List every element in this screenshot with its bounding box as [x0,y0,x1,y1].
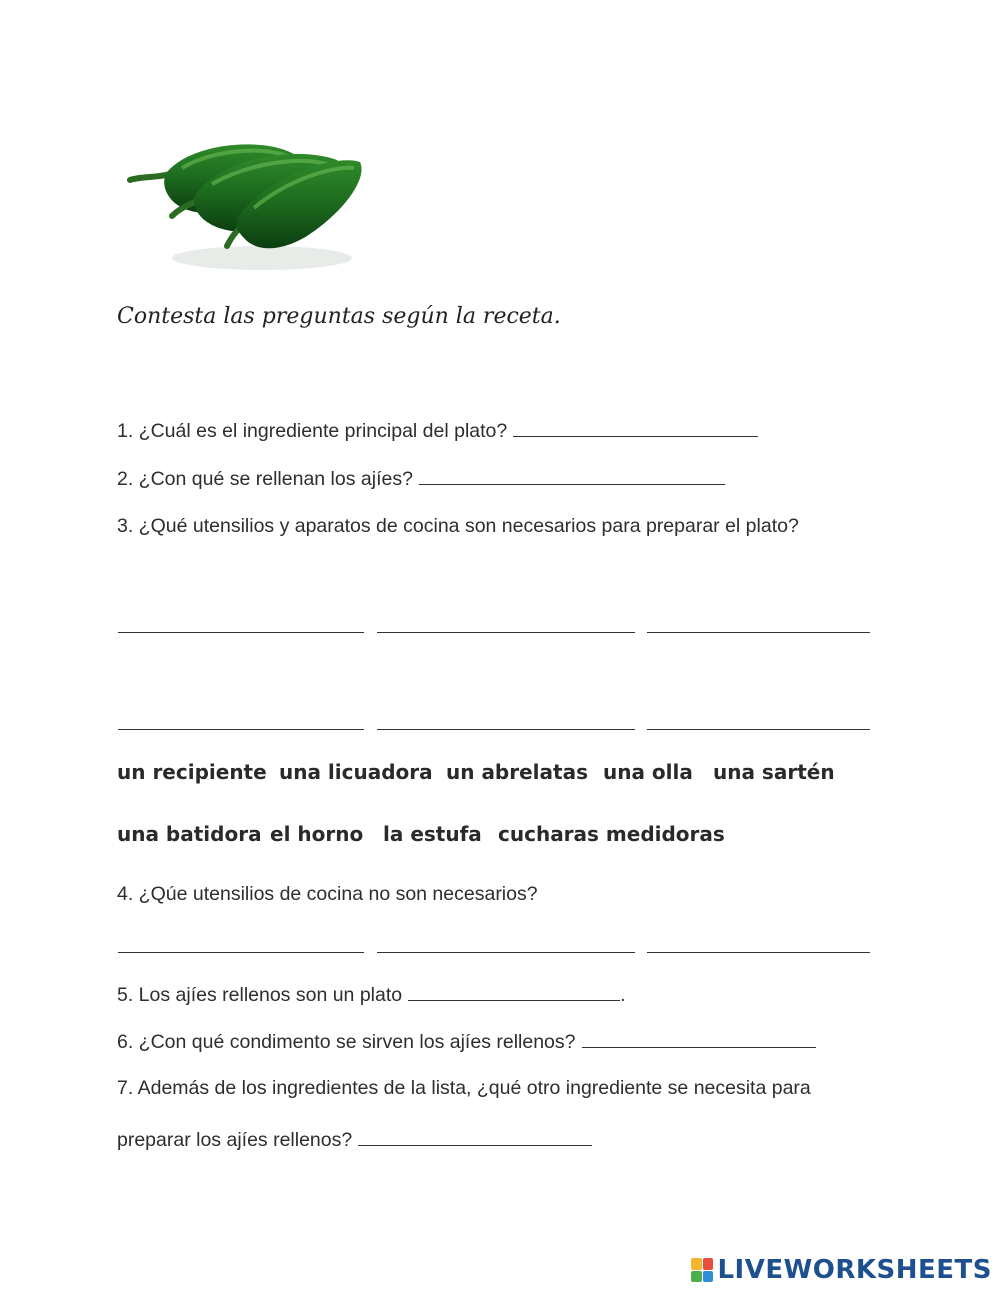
liveworksheets-logo [691,1255,992,1285]
answer-3-blank-4[interactable] [118,729,364,730]
question-2-text: 2. ¿Con qué se rellenan los ajíes? [117,468,413,490]
word-bank-item: una sartén [713,760,835,784]
question-4-text: 4. ¿Qúe utensilios de cocina no son necesarios? [117,883,538,905]
question-1 [117,418,758,443]
question-7-text: preparar los ajíes rellenos? [117,1129,353,1151]
question-5-text: 5. Los ajíes rellenos son un plato [117,984,403,1006]
question-5 [117,982,626,1007]
word-bank-item: una olla [603,760,693,784]
question-7-line-2 [117,1127,592,1152]
answer-1-blank[interactable] [513,418,758,437]
answer-3-blank-3[interactable] [647,632,870,633]
question-3-text: 3. ¿Qué utensilios y aparatos de cocina son necesarios para preparar el plato? [117,515,799,537]
answer-3-blank-2[interactable] [377,632,635,633]
word-bank-item: una licuadora [279,760,433,784]
instruction-text: Contesta las preguntas según la receta. [117,304,561,329]
word-bank-item: cucharas medidoras [498,822,725,846]
answer-6-blank[interactable] [582,1029,816,1048]
word-bank-item: la estufa [383,822,482,846]
question-6-text: 6. ¿Con qué condimento se sirven los ajíes rellenos? [117,1031,576,1053]
answer-4-blank-1[interactable] [118,952,364,953]
word-bank-item: una batidora [117,822,262,846]
word-bank-item: un abrelatas [446,760,588,784]
answer-3-blank-5[interactable] [377,729,635,730]
answer-4-blank-3[interactable] [647,952,870,953]
answer-3-blank-6[interactable] [647,729,870,730]
word-bank-item: un recipiente [117,760,267,784]
question-6 [117,1029,816,1054]
word-bank-item: el horno [270,822,364,846]
green-peppers-image [122,128,367,278]
question-7-line-1: 7. Además de los ingredientes de la lista, ¿qué otro ingrediente se necesita para [117,1077,811,1099]
liveworksheets-logo-text: LIVEWORKSHEETS [717,1255,992,1285]
answer-3-blank-1[interactable] [118,632,364,633]
answer-5-blank[interactable] [408,982,620,1001]
question-2 [117,466,725,491]
answer-7-blank[interactable] [358,1127,592,1146]
question-5-period: . [620,984,626,1006]
question-1-text: 1. ¿Cuál es el ingrediente principal del plato? [117,420,508,442]
answer-4-blank-2[interactable] [377,952,635,953]
liveworksheets-logo-icon [691,1258,713,1282]
answer-2-blank[interactable] [419,466,725,485]
